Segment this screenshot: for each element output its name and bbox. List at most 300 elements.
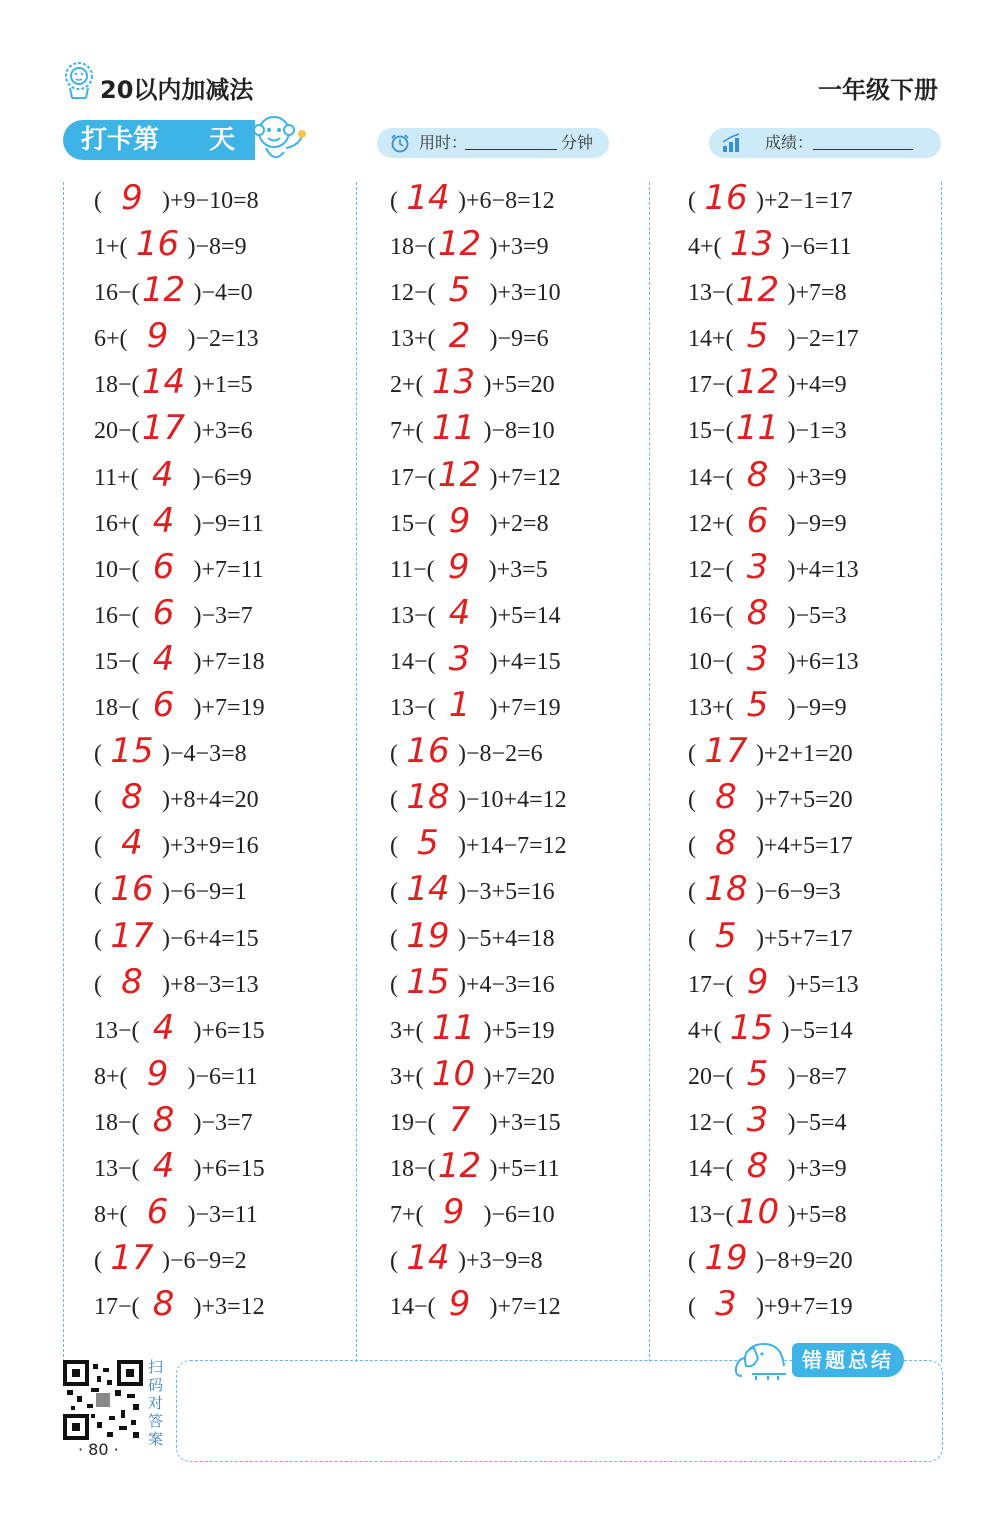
equation-left: 1+( — [94, 234, 134, 261]
handwritten-answer[interactable]: 8 — [746, 592, 769, 633]
equation-right: )+5+7=17 — [750, 925, 853, 952]
handwritten-answer[interactable]: 5 — [746, 316, 769, 357]
equation-row — [688, 501, 978, 547]
equation-row — [688, 869, 978, 915]
equation-right: )+5=19 — [477, 1017, 555, 1044]
equation-row — [390, 547, 680, 593]
equation-column-3 — [688, 178, 978, 1330]
equation-row — [390, 639, 680, 685]
equation-row — [390, 685, 680, 731]
handwritten-answer[interactable]: 4 — [152, 1145, 175, 1186]
handwritten-answer[interactable]: 9 — [442, 1192, 465, 1233]
equation-left: 8+( — [94, 1063, 134, 1090]
equation-right: )+4=13 — [781, 556, 859, 583]
equation-row — [390, 1008, 680, 1054]
equation-left: 17−( — [688, 372, 734, 399]
equation-left: 15−( — [94, 648, 140, 675]
handwritten-answer[interactable]: 17 — [704, 731, 748, 772]
equation-right: )+3=15 — [483, 1109, 561, 1136]
equation-right: )+8−3=13 — [156, 971, 259, 998]
equation-row — [94, 501, 384, 547]
equation-left: 20−( — [94, 418, 140, 445]
equation-left: 3+( — [390, 1017, 430, 1044]
handwritten-answer[interactable]: 4 — [152, 638, 175, 679]
equation-left: 7+( — [390, 1202, 430, 1229]
equation-row — [688, 362, 978, 408]
equation-row — [390, 362, 680, 408]
equation-row — [390, 731, 680, 777]
equation-row — [94, 593, 384, 639]
equation-right: )−3=7 — [187, 1109, 253, 1136]
handwritten-answer[interactable]: 14 — [406, 869, 450, 910]
equation-right: )+7=8 — [781, 280, 847, 307]
handwritten-answer[interactable]: 4 — [448, 592, 471, 633]
equation-right: )−6−9=3 — [750, 879, 841, 906]
equation-row — [94, 1054, 384, 1100]
handwritten-answer[interactable]: 9 — [448, 1284, 471, 1325]
equation-right: )+7=19 — [187, 695, 265, 722]
equation-left: 8+( — [94, 1202, 134, 1229]
equation-row — [390, 1192, 680, 1238]
equation-left: ( — [390, 971, 404, 998]
handwritten-answer[interactable]: 15 — [729, 1007, 774, 1048]
equation-column-2 — [390, 178, 680, 1330]
equation-left: ( — [688, 1294, 702, 1321]
equation-left: 18−( — [390, 1155, 436, 1182]
equation-right: )−5+4=18 — [452, 925, 555, 952]
equation-row — [390, 1100, 680, 1146]
handwritten-answer[interactable]: 13 — [729, 224, 774, 265]
equation-right: )−6=11 — [775, 234, 852, 261]
equation-right: )−8−2=6 — [452, 741, 543, 768]
handwritten-answer[interactable]: 12 — [437, 1145, 482, 1186]
equation-right: )+9−10=8 — [156, 188, 259, 214]
equation-row — [94, 823, 384, 869]
handwritten-answer[interactable]: 16 — [110, 869, 154, 910]
handwritten-answer[interactable]: 4 — [152, 1007, 175, 1048]
checkin-banner — [63, 120, 255, 160]
equation-row — [688, 1192, 978, 1238]
handwritten-answer[interactable]: 9 — [746, 961, 769, 1002]
handwritten-answer[interactable]: 17 — [141, 408, 186, 449]
equation-right: )+2=8 — [483, 510, 549, 537]
equation-right: )−3=11 — [181, 1202, 258, 1229]
equation-right: )+3=9 — [781, 1155, 847, 1182]
equation-row — [94, 408, 384, 454]
equation-left: 16−( — [94, 280, 140, 307]
handwritten-answer[interactable]: 16 — [406, 731, 450, 772]
equation-left: 16−( — [688, 602, 734, 629]
equation-left: 13−( — [688, 280, 734, 307]
equation-row — [94, 962, 384, 1008]
handwritten-answer[interactable]: 15 — [406, 961, 450, 1002]
equation-right: )+14−7=12 — [452, 833, 567, 860]
handwritten-answer[interactable]: 15 — [110, 731, 154, 772]
handwritten-answer[interactable]: 8 — [121, 961, 143, 1002]
equation-row — [94, 1192, 384, 1238]
equation-left: ( — [94, 925, 108, 952]
equation-left: ( — [390, 1248, 404, 1275]
equation-right: )−2=17 — [781, 326, 859, 353]
equation-row — [94, 547, 384, 593]
equation-right: )+7=11 — [187, 556, 264, 583]
handwritten-answer[interactable]: 4 — [121, 823, 143, 864]
equation-right: )+4+5=17 — [750, 833, 853, 860]
equation-row — [688, 593, 978, 639]
equation-left: 12−( — [688, 556, 734, 583]
handwritten-answer[interactable]: 14 — [406, 178, 450, 218]
equation-left: 13−( — [94, 1017, 140, 1044]
equation-left: 2+( — [390, 372, 430, 399]
equation-row — [94, 178, 384, 224]
equation-column-1 — [94, 178, 384, 1330]
equation-left: 12−( — [688, 1109, 734, 1136]
handwritten-answer[interactable]: 6 — [152, 592, 175, 633]
equation-right: )−2=13 — [181, 326, 259, 353]
equation-right: )+2+1=20 — [750, 741, 853, 768]
handwritten-answer[interactable]: 7 — [448, 1099, 471, 1140]
equation-row — [390, 1054, 680, 1100]
equation-left: 13−( — [688, 1202, 734, 1229]
score-label: 成绩： — [765, 133, 814, 152]
equation-right: )−6=9 — [186, 464, 252, 491]
equation-right: )−5=14 — [775, 1017, 853, 1044]
equation-right: )+2−1=17 — [750, 188, 853, 214]
equation-row — [94, 224, 384, 270]
equation-right: )−5=4 — [781, 1109, 847, 1136]
equation-right: )−8=9 — [181, 234, 247, 261]
equation-row — [390, 316, 680, 362]
equation-right: )−9=6 — [483, 326, 549, 353]
equation-right: )−3=7 — [187, 602, 253, 629]
equation-left: ( — [94, 1248, 108, 1275]
equation-row — [688, 685, 978, 731]
equation-right: )+3=12 — [187, 1294, 265, 1321]
handwritten-answer[interactable]: 6 — [152, 685, 175, 726]
handwritten-answer[interactable]: 17 — [110, 915, 154, 956]
handwritten-answer[interactable]: 12 — [437, 454, 482, 495]
equation-row — [688, 1100, 978, 1146]
equation-left: ( — [94, 787, 108, 814]
handwritten-answer[interactable]: 6 — [746, 500, 769, 541]
equation-right: )+3=9 — [483, 234, 549, 261]
handwritten-answer[interactable]: 3 — [715, 1284, 737, 1325]
equation-left: 18−( — [390, 234, 436, 261]
handwritten-answer[interactable]: 11 — [735, 408, 780, 449]
handwritten-answer[interactable]: 8 — [152, 1099, 175, 1140]
handwritten-answer[interactable]: 13 — [431, 362, 476, 403]
handwritten-answer[interactable]: 8 — [121, 777, 143, 818]
equation-left: 4+( — [688, 1017, 728, 1044]
equation-right: )−9=11 — [187, 510, 264, 537]
equation-left: 13−( — [390, 602, 436, 629]
equation-left: 12−( — [390, 280, 436, 307]
equation-right: )−6−9=2 — [156, 1248, 247, 1275]
equation-right: )+3=10 — [483, 280, 561, 307]
equation-right: )−3+5=16 — [452, 879, 555, 906]
equation-row — [688, 1146, 978, 1192]
handwritten-answer[interactable]: 19 — [406, 915, 450, 956]
equation-right: )+8+4=20 — [156, 787, 259, 814]
equation-right: )+5=8 — [781, 1202, 847, 1229]
equation-row — [94, 869, 384, 915]
handwritten-answer[interactable]: 12 — [735, 270, 780, 311]
handwritten-answer[interactable]: 4 — [151, 454, 174, 495]
equation-right: )+6=15 — [187, 1155, 265, 1182]
equation-right: )−6=11 — [181, 1063, 258, 1090]
equation-right: )−1=3 — [781, 418, 847, 445]
equation-right: )+7=12 — [483, 1294, 561, 1321]
equation-row — [688, 1284, 978, 1330]
handwritten-answer[interactable]: 3 — [746, 638, 769, 679]
equation-row — [390, 1238, 680, 1284]
equation-left: 18−( — [94, 1109, 140, 1136]
equation-right: )−6−9=1 — [156, 879, 247, 906]
handwritten-answer[interactable]: 12 — [437, 224, 482, 265]
equation-row — [94, 455, 384, 501]
equation-left: 12+( — [688, 510, 734, 537]
handwritten-answer[interactable]: 9 — [448, 500, 471, 541]
handwritten-answer[interactable]: 5 — [746, 685, 769, 726]
time-unit: 分钟 — [561, 133, 594, 152]
handwritten-answer[interactable]: 8 — [746, 1145, 769, 1186]
score-field — [709, 128, 941, 158]
equation-left: ( — [390, 741, 404, 768]
equation-left: 14−( — [390, 1294, 436, 1321]
equation-left: 14−( — [688, 464, 734, 491]
time-label: 用时： — [419, 133, 468, 152]
equation-left: 16+( — [94, 510, 140, 537]
handwritten-answer[interactable]: 16 — [704, 178, 748, 218]
equation-row — [390, 869, 680, 915]
equation-row — [688, 777, 978, 823]
equation-left: 18−( — [94, 695, 140, 722]
equation-left: 14−( — [688, 1155, 734, 1182]
handwritten-answer[interactable]: 6 — [152, 546, 175, 587]
handwritten-answer[interactable]: 18 — [406, 777, 450, 818]
equation-row — [94, 1238, 384, 1284]
handwritten-answer[interactable]: 2 — [448, 316, 471, 357]
equation-right: )+3+9=16 — [156, 833, 259, 860]
equation-left: ( — [688, 925, 702, 952]
mistakes-summary-tag: 错题总结 — [792, 1343, 904, 1377]
page-number: · 80 · — [78, 1440, 119, 1459]
equation-left: 15−( — [688, 418, 734, 445]
handwritten-answer[interactable]: 5 — [448, 270, 471, 311]
equation-left: 19−( — [390, 1109, 436, 1136]
equation-left: 11+( — [94, 464, 139, 491]
equation-left: ( — [94, 879, 108, 906]
handwritten-answer[interactable]: 12 — [141, 270, 186, 311]
handwritten-answer[interactable]: 8 — [152, 1284, 175, 1325]
equation-left: ( — [94, 741, 108, 768]
equation-row — [688, 270, 978, 316]
equation-left: ( — [390, 925, 404, 952]
handwritten-answer[interactable]: 9 — [121, 178, 143, 218]
equation-row — [390, 593, 680, 639]
equation-left: ( — [390, 188, 404, 214]
equation-row — [688, 916, 978, 962]
equation-row — [390, 777, 680, 823]
equation-row — [688, 408, 978, 454]
checkin-prefix: 打卡第 — [81, 125, 160, 155]
checkin-suffix: 天 — [209, 125, 236, 155]
equation-right: )−5=3 — [781, 602, 847, 629]
equation-right: )+7=12 — [483, 464, 561, 491]
equation-row — [688, 1008, 978, 1054]
handwritten-answer[interactable]: 4 — [152, 500, 175, 541]
equation-right: )+5=14 — [483, 602, 561, 629]
equation-row — [390, 270, 680, 316]
handwritten-answer[interactable]: 10 — [735, 1192, 780, 1233]
equation-right: )−9=9 — [781, 510, 847, 537]
grade-label: 一年级下册 — [818, 76, 938, 104]
column-divider — [63, 182, 64, 1362]
handwritten-answer[interactable]: 14 — [406, 1238, 450, 1279]
handwritten-answer[interactable]: 5 — [715, 915, 737, 956]
equation-row — [390, 1284, 680, 1330]
equation-row — [688, 962, 978, 1008]
equation-left: 3+( — [390, 1063, 430, 1090]
equation-row — [94, 777, 384, 823]
equation-row — [94, 1008, 384, 1054]
equation-left: 13+( — [390, 326, 436, 353]
equation-row — [390, 224, 680, 270]
equation-right: )+5=13 — [781, 971, 859, 998]
handwritten-answer[interactable]: 5 — [746, 1053, 769, 1094]
handwritten-answer[interactable]: 8 — [715, 823, 737, 864]
equation-left: ( — [688, 188, 702, 214]
equation-right: )+5=11 — [483, 1155, 560, 1182]
book-title: 20以内加减法 — [100, 76, 254, 104]
equation-right: )−4=0 — [187, 280, 253, 307]
handwritten-answer[interactable]: 14 — [141, 362, 186, 403]
equation-row — [94, 1284, 384, 1330]
equation-row — [390, 823, 680, 869]
handwritten-answer[interactable]: 5 — [417, 823, 439, 864]
handwritten-answer[interactable]: 3 — [746, 546, 769, 587]
equation-left: ( — [94, 188, 108, 214]
equation-row — [688, 455, 978, 501]
handwritten-answer[interactable]: 9 — [447, 546, 470, 587]
equation-row — [94, 316, 384, 362]
equation-row — [94, 685, 384, 731]
equation-left: 13−( — [94, 1155, 140, 1182]
equation-left: 17−( — [94, 1294, 140, 1321]
handwritten-answer[interactable]: 19 — [704, 1238, 748, 1279]
handwritten-answer[interactable]: 18 — [704, 869, 748, 910]
handwritten-answer[interactable]: 3 — [448, 638, 471, 679]
equation-left: ( — [688, 833, 702, 860]
equation-row — [688, 731, 978, 777]
handwritten-answer[interactable]: 6 — [146, 1192, 169, 1233]
equation-right: )−6+4=15 — [156, 925, 259, 952]
handwritten-answer[interactable]: 9 — [146, 316, 169, 357]
equation-right: )+7=18 — [187, 648, 265, 675]
equation-right: )+1=5 — [187, 372, 253, 399]
equation-row — [688, 1054, 978, 1100]
handwritten-answer[interactable]: 9 — [146, 1053, 169, 1094]
equation-row — [688, 178, 978, 224]
handwritten-answer[interactable]: 11 — [431, 1007, 476, 1048]
equation-right: )+6=15 — [187, 1017, 265, 1044]
equation-left: 16−( — [94, 602, 140, 629]
equation-left: 10−( — [688, 648, 734, 675]
equation-row — [390, 408, 680, 454]
scan-for-answers-label: 扫码对答案 — [148, 1358, 164, 1448]
equation-row — [688, 316, 978, 362]
equation-right: )+7+5=20 — [750, 787, 853, 814]
equation-right: )+3=6 — [187, 418, 253, 445]
time-blank[interactable] — [465, 149, 557, 150]
equation-row — [390, 455, 680, 501]
equation-row — [94, 1100, 384, 1146]
equation-right: )−8=7 — [781, 1063, 847, 1090]
qr-code-icon[interactable] — [63, 1360, 143, 1440]
handwritten-answer[interactable]: 11 — [431, 408, 476, 449]
equation-right: )−10+4=12 — [452, 787, 567, 814]
score-chart-icon — [721, 133, 743, 153]
handwritten-answer[interactable]: 12 — [735, 362, 780, 403]
equation-left: ( — [688, 787, 702, 814]
equation-right: )+3=5 — [482, 556, 548, 583]
equation-right: )+3−9=8 — [452, 1248, 543, 1275]
handwritten-answer[interactable]: 1 — [448, 685, 471, 726]
handwritten-answer[interactable]: 16 — [135, 224, 180, 265]
equation-right: )+4−3=16 — [452, 971, 555, 998]
equation-row — [390, 962, 680, 1008]
equation-row — [94, 639, 384, 685]
equation-left: 7+( — [390, 418, 430, 445]
equation-left: ( — [390, 879, 404, 906]
equation-left: ( — [94, 833, 108, 860]
handwritten-answer[interactable]: 17 — [110, 1238, 154, 1279]
equation-row — [688, 823, 978, 869]
equation-left: 10−( — [94, 556, 140, 583]
equation-row — [688, 1238, 978, 1284]
equation-row — [94, 1146, 384, 1192]
equation-left: 13−( — [390, 695, 436, 722]
equation-left: 15−( — [390, 510, 436, 537]
handwritten-answer[interactable]: 8 — [715, 777, 737, 818]
equation-left: 4+( — [688, 234, 728, 261]
equation-row — [390, 1146, 680, 1192]
equation-right: )+4=9 — [781, 372, 847, 399]
equation-left: 18−( — [94, 372, 140, 399]
equation-left: 14+( — [688, 326, 734, 353]
monkey-mascot-icon — [252, 112, 310, 166]
equation-right: )−8=10 — [477, 418, 555, 445]
handwritten-answer[interactable]: 10 — [431, 1053, 476, 1094]
handwritten-answer[interactable]: 8 — [746, 454, 769, 495]
equation-left: 20−( — [688, 1063, 734, 1090]
equation-row — [94, 731, 384, 777]
equation-right: )+9+7=19 — [750, 1294, 853, 1321]
equation-left: 6+( — [94, 326, 134, 353]
equation-left: ( — [688, 1248, 702, 1275]
equation-row — [390, 178, 680, 224]
equation-row — [94, 916, 384, 962]
equation-left: 13+( — [688, 695, 734, 722]
score-blank[interactable] — [813, 149, 913, 150]
equation-right: )+3=9 — [781, 464, 847, 491]
equation-row — [94, 270, 384, 316]
equation-row — [390, 501, 680, 547]
equation-left: 17−( — [688, 971, 734, 998]
equation-left: ( — [94, 971, 108, 998]
handwritten-answer[interactable]: 3 — [746, 1099, 769, 1140]
equation-left: ( — [390, 833, 404, 860]
